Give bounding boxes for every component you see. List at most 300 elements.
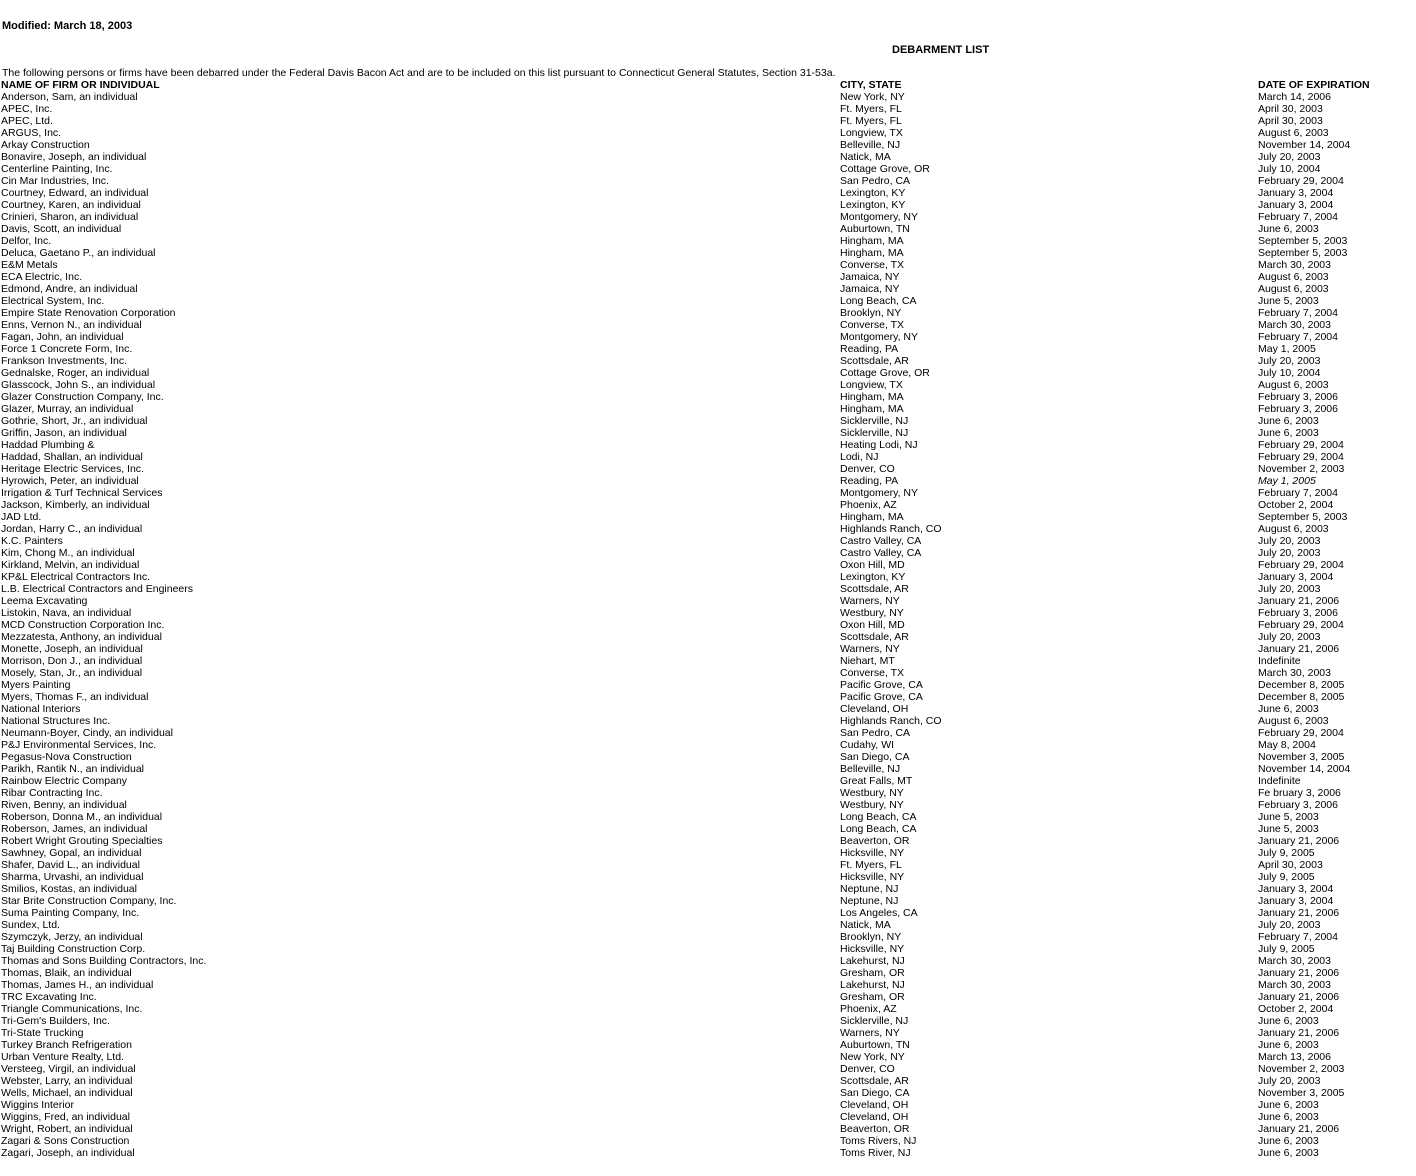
expiration-date-cell: March 13, 2006: [1258, 1051, 1331, 1063]
city-state-cell: Belleville, NJ: [840, 139, 901, 151]
expiration-date-cell: January 3, 2004: [1258, 883, 1334, 895]
city-state-cell: Hicksville, NY: [840, 871, 905, 883]
table-row: [0, 715, 1400, 727]
city-state-cell: Gresham, OR: [840, 967, 905, 979]
table-row: [0, 319, 1400, 331]
table-row: [0, 1087, 1400, 1099]
city-state-cell: Oxon Hill, MD: [840, 619, 905, 631]
firm-name-cell: Neumann-Boyer, Cindy, an individual: [1, 727, 173, 739]
table-row: [0, 199, 1400, 211]
firm-name-cell: Monette, Joseph, an individual: [1, 643, 143, 655]
firm-name-cell: Pegasus-Nova Construction: [1, 751, 132, 763]
debarment-table: [0, 79, 1400, 1159]
table-row: [0, 631, 1400, 643]
table-row: [0, 799, 1400, 811]
city-state-cell: Neptune, NJ: [840, 883, 899, 895]
table-header-row: [0, 79, 1400, 91]
city-state-cell: Phoenix, AZ: [840, 1003, 897, 1015]
table-row: [0, 163, 1400, 175]
expiration-date-cell: January 21, 2006: [1258, 1027, 1340, 1039]
city-state-cell: Montgomery, NY: [840, 331, 918, 343]
table-row: [0, 1003, 1400, 1015]
city-state-cell: Ft. Myers, FL: [840, 115, 902, 127]
expiration-date-cell: August 6, 2003: [1258, 379, 1329, 391]
city-state-cell: Lakehurst, NJ: [840, 955, 905, 967]
table-row: [0, 343, 1400, 355]
expiration-date-cell: August 6, 2003: [1258, 283, 1329, 295]
city-state-cell: Auburtown, TN: [840, 1039, 910, 1051]
expiration-date-cell: June 6, 2003: [1258, 1111, 1319, 1123]
expiration-date-cell: June 6, 2003: [1258, 1135, 1319, 1147]
firm-name-cell: Wright, Robert, an individual: [1, 1123, 133, 1135]
firm-name-cell: Thomas and Sons Building Contractors, Inc.: [1, 955, 207, 967]
city-state-cell: Westbury, NY: [840, 787, 904, 799]
firm-name-cell: Wiggins, Fred, an individual: [1, 1111, 130, 1123]
firm-name-cell: Force 1 Concrete Form, Inc.: [1, 343, 133, 355]
firm-name-cell: Webster, Larry, an individual: [1, 1075, 133, 1087]
table-row: [0, 475, 1400, 487]
city-state-cell: San Pedro, CA: [840, 727, 911, 739]
firm-name-cell: Heritage Electric Services, Inc.: [1, 463, 144, 475]
table-row: [0, 811, 1400, 823]
expiration-date-cell: June 6, 2003: [1258, 1099, 1319, 1111]
table-row: [0, 1051, 1400, 1063]
firm-name-cell: Bonavire, Joseph, an individual: [1, 151, 147, 163]
table-row: [0, 751, 1400, 763]
expiration-date-cell: March 30, 2003: [1258, 955, 1331, 967]
city-state-cell: New York, NY: [840, 91, 905, 103]
firm-name-cell: Myers, Thomas F., an individual: [1, 691, 149, 703]
city-state-cell: Longview, TX: [840, 127, 903, 139]
city-state-cell: Hicksville, NY: [840, 847, 905, 859]
firm-name-cell: Kim, Chong M., an individual: [1, 547, 135, 559]
city-state-cell: Converse, TX: [840, 319, 904, 331]
firm-name-cell: Glasscock, John S., an individual: [1, 379, 156, 391]
expiration-date-cell: July 20, 2003: [1258, 919, 1321, 931]
city-state-cell: Converse, TX: [840, 259, 904, 271]
table-row: [0, 511, 1400, 523]
firm-name-cell: Riven, Benny, an individual: [1, 799, 127, 811]
expiration-date-cell: February 7, 2004: [1258, 307, 1338, 319]
city-state-cell: Toms Rivers, NJ: [840, 1135, 917, 1147]
expiration-date-cell: February 7, 2004: [1258, 331, 1338, 343]
table-row: [0, 115, 1400, 127]
city-state-cell: Heating Lodi, NJ: [840, 439, 918, 451]
expiration-date-cell: June 6, 2003: [1258, 427, 1319, 439]
expiration-date-cell: May 1, 2005: [1258, 343, 1316, 355]
expiration-date-cell: January 3, 2004: [1258, 199, 1334, 211]
table-row: [0, 787, 1400, 799]
expiration-date-cell: November 2, 2003: [1258, 463, 1345, 475]
expiration-date-cell: Indefinite: [1258, 655, 1301, 667]
city-state-cell: Denver, CO: [840, 463, 895, 475]
city-state-cell: Ft. Myers, FL: [840, 859, 902, 871]
city-state-cell: Hingham, MA: [840, 247, 904, 259]
expiration-date-cell: January 21, 2006: [1258, 595, 1340, 607]
firm-name-cell: Courtney, Karen, an individual: [1, 199, 141, 211]
city-state-cell: Natick, MA: [840, 151, 891, 163]
table-row: [0, 835, 1400, 847]
table-row: [0, 967, 1400, 979]
firm-name-cell: Arkay Construction: [1, 139, 90, 151]
expiration-date-cell: May 8, 2004: [1258, 739, 1316, 751]
expiration-date-cell: July 9, 2005: [1258, 847, 1315, 859]
city-state-cell: Westbury, NY: [840, 799, 904, 811]
expiration-date-cell: November 14, 2004: [1258, 763, 1351, 775]
table-row: [0, 295, 1400, 307]
firm-name-cell: Sawhney, Gopal, an individual: [1, 847, 142, 859]
firm-name-cell: Haddad Plumbing &: [1, 439, 95, 451]
expiration-date-cell: February 29, 2004: [1258, 451, 1344, 463]
expiration-date-cell: July 20, 2003: [1258, 535, 1321, 547]
expiration-date-cell: November 14, 2004: [1258, 139, 1351, 151]
city-state-cell: Castro Valley, CA: [840, 535, 922, 547]
expiration-date-cell: December 8, 2005: [1258, 679, 1345, 691]
firm-name-cell: Jordan, Harry C., an individual: [1, 523, 143, 535]
table-row: [0, 223, 1400, 235]
firm-name-cell: APEC, Ltd.: [1, 115, 53, 127]
expiration-date-cell: November 3, 2005: [1258, 1087, 1345, 1099]
expiration-date-cell: January 21, 2006: [1258, 991, 1340, 1003]
firm-name-cell: Myers Painting: [1, 679, 71, 691]
expiration-date-cell: January 3, 2004: [1258, 895, 1334, 907]
firm-name-cell: JAD Ltd.: [1, 511, 42, 523]
document-title: DEBARMENT LIST: [892, 44, 990, 56]
firm-name-cell: Haddad, Shallan, an individual: [1, 451, 143, 463]
firm-name-cell: Gothrie, Short, Jr., an individual: [1, 415, 148, 427]
table-row: [0, 1015, 1400, 1027]
firm-name-cell: Versteeg, Virgil, an individual: [1, 1063, 136, 1075]
table-row: [0, 271, 1400, 283]
city-state-cell: Hingham, MA: [840, 403, 904, 415]
city-state-cell: Highlands Ranch, CO: [840, 523, 942, 535]
firm-name-cell: TRC Excavating Inc.: [1, 991, 97, 1003]
city-state-cell: Oxon Hill, MD: [840, 559, 905, 571]
expiration-date-cell: June 6, 2003: [1258, 1039, 1319, 1051]
table-row: [0, 871, 1400, 883]
firm-name-cell: Morrison, Don J., an individual: [1, 655, 143, 667]
city-state-cell: Cleveland, OH: [840, 1111, 909, 1123]
firm-name-cell: Tri-State Trucking: [1, 1027, 84, 1039]
firm-name-cell: Leema Excavating: [1, 595, 88, 607]
firm-name-cell: K.C. Painters: [1, 535, 63, 547]
expiration-date-cell: September 5, 2003: [1258, 511, 1348, 523]
firm-name-cell: Glazer, Murray, an individual: [1, 403, 134, 415]
table-row: [0, 619, 1400, 631]
table-row: [0, 103, 1400, 115]
firm-name-cell: Star Brite Construction Company, Inc.: [1, 895, 177, 907]
firm-name-cell: Irrigation & Turf Technical Services: [1, 487, 163, 499]
firm-name-cell: Empire State Renovation Corporation: [1, 307, 176, 319]
firm-name-cell: E&M Metals: [1, 259, 58, 271]
city-state-cell: Warners, NY: [840, 643, 900, 655]
expiration-date-cell: February 7, 2004: [1258, 931, 1338, 943]
city-state-cell: Converse, TX: [840, 667, 904, 679]
expiration-date-cell: June 6, 2003: [1258, 1015, 1319, 1027]
intro-text: The following persons or firms have been debarred under the Federal Davis Bacon Act and are to be included on this list pursuant to Connecticut General Statutes, Section 31-53a.: [2, 67, 836, 79]
expiration-date-cell: June 6, 2003: [1258, 415, 1319, 427]
firm-name-cell: Delfor, Inc.: [1, 235, 52, 247]
city-state-cell: San Diego, CA: [840, 751, 910, 763]
table-row: [0, 283, 1400, 295]
city-state-cell: Pacific Grove, CA: [840, 691, 923, 703]
expiration-date-cell: May 1, 2005: [1258, 475, 1316, 487]
city-state-cell: Westbury, NY: [840, 607, 904, 619]
city-state-cell: Neptune, NJ: [840, 895, 899, 907]
firm-name-cell: APEC, Inc.: [1, 103, 53, 115]
table-row: [0, 259, 1400, 271]
table-row: [0, 367, 1400, 379]
city-state-cell: Warners, NY: [840, 595, 900, 607]
expiration-date-cell: June 5, 2003: [1258, 295, 1319, 307]
city-state-cell: Denver, CO: [840, 1063, 895, 1075]
city-state-cell: Hingham, MA: [840, 511, 904, 523]
firm-name-cell: Gednalske, Roger, an individual: [1, 367, 150, 379]
column-header-expiration: DATE OF EXPIRATION: [1258, 79, 1370, 91]
city-state-cell: Belleville, NJ: [840, 763, 901, 775]
city-state-cell: Gresham, OR: [840, 991, 905, 1003]
city-state-cell: Beaverton, OR: [840, 1123, 910, 1135]
table-row: [0, 439, 1400, 451]
firm-name-cell: Triangle Communications, Inc.: [1, 1003, 143, 1015]
city-state-cell: Natick, MA: [840, 919, 891, 931]
expiration-date-cell: June 6, 2003: [1258, 1147, 1319, 1159]
firm-name-cell: Listokin, Nava, an individual: [1, 607, 132, 619]
expiration-date-cell: September 5, 2003: [1258, 235, 1348, 247]
column-header-city-state: CITY, STATE: [840, 79, 902, 91]
firm-name-cell: Sharma, Urvashi, an individual: [1, 871, 144, 883]
city-state-cell: Scottsdale, AR: [840, 355, 909, 367]
firm-name-cell: Tri-Gem's Builders, Inc.: [1, 1015, 110, 1027]
table-row: [0, 847, 1400, 859]
table-row: [0, 595, 1400, 607]
table-row: [0, 763, 1400, 775]
firm-name-cell: Centerline Painting, Inc.: [1, 163, 113, 175]
table-row: [0, 703, 1400, 715]
firm-name-cell: Sundex, Ltd.: [1, 919, 60, 931]
expiration-date-cell: July 10, 2004: [1258, 367, 1321, 379]
firm-name-cell: Zagari & Sons Construction: [1, 1135, 130, 1147]
city-state-cell: Hingham, MA: [840, 391, 904, 403]
expiration-date-cell: July 20, 2003: [1258, 547, 1321, 559]
firm-name-cell: Mosely, Stan, Jr., an individual: [1, 667, 143, 679]
expiration-date-cell: February 3, 2006: [1258, 607, 1338, 619]
table-row: [0, 955, 1400, 967]
table-row: [0, 403, 1400, 415]
firm-name-cell: Thomas, Blaik, an individual: [1, 967, 132, 979]
table-row: [0, 943, 1400, 955]
expiration-date-cell: February 3, 2006: [1258, 799, 1338, 811]
city-state-cell: Cudahy, WI: [840, 739, 895, 751]
firm-name-cell: Jackson, Kimberly, an individual: [1, 499, 150, 511]
expiration-date-cell: Fe bruary 3, 2006: [1258, 787, 1341, 799]
table-row: [0, 499, 1400, 511]
expiration-date-cell: June 6, 2003: [1258, 703, 1319, 715]
firm-name-cell: Suma Painting Company, Inc.: [1, 907, 140, 919]
firm-name-cell: Urban Venture Realty, Ltd.: [1, 1051, 124, 1063]
firm-name-cell: Cin Mar Industries, Inc.: [1, 175, 109, 187]
column-header-name: NAME OF FIRM OR INDIVIDUAL: [1, 79, 160, 91]
expiration-date-cell: February 3, 2006: [1258, 391, 1338, 403]
city-state-cell: Scottsdale, AR: [840, 1075, 909, 1087]
expiration-date-cell: December 8, 2005: [1258, 691, 1345, 703]
firm-name-cell: Kirkland, Melvin, an individual: [1, 559, 140, 571]
expiration-date-cell: February 29, 2004: [1258, 439, 1344, 451]
firm-name-cell: Szymczyk, Jerzy, an individual: [1, 931, 143, 943]
table-row: [0, 1039, 1400, 1051]
table-row: [0, 1135, 1400, 1147]
firm-name-cell: Deluca, Gaetano P., an individual: [1, 247, 156, 259]
firm-name-cell: Roberson, Donna M., an individual: [1, 811, 163, 823]
expiration-date-cell: November 2, 2003: [1258, 1063, 1345, 1075]
firm-name-cell: Edmond, Andre, an individual: [1, 283, 138, 295]
firm-name-cell: MCD Construction Corporation Inc.: [1, 619, 165, 631]
firm-name-cell: Robert Wright Grouting Specialties: [1, 835, 163, 847]
city-state-cell: Long Beach, CA: [840, 823, 917, 835]
expiration-date-cell: July 9, 2005: [1258, 871, 1315, 883]
table-row: [0, 643, 1400, 655]
table-row: [0, 823, 1400, 835]
firm-name-cell: Wells, Michael, an individual: [1, 1087, 133, 1099]
firm-name-cell: Electrical System, Inc.: [1, 295, 105, 307]
table-row: [0, 691, 1400, 703]
firm-name-cell: Smilios, Kostas, an individual: [1, 883, 137, 895]
expiration-date-cell: August 6, 2003: [1258, 127, 1329, 139]
expiration-date-cell: August 6, 2003: [1258, 523, 1329, 535]
expiration-date-cell: March 30, 2003: [1258, 667, 1331, 679]
firm-name-cell: Shafer, David L., an individual: [1, 859, 140, 871]
table-row: [0, 583, 1400, 595]
city-state-cell: Lexington, KY: [840, 187, 906, 199]
city-state-cell: Great Falls, MT: [840, 775, 913, 787]
table-row: [0, 139, 1400, 151]
expiration-date-cell: November 3, 2005: [1258, 751, 1345, 763]
city-state-cell: Sicklerville, NJ: [840, 427, 909, 439]
city-state-cell: Reading, PA: [840, 343, 899, 355]
table-row: [0, 559, 1400, 571]
table-row: [0, 739, 1400, 751]
table-row: [0, 535, 1400, 547]
expiration-date-cell: April 30, 2003: [1258, 859, 1323, 871]
city-state-cell: Lakehurst, NJ: [840, 979, 905, 991]
table-row: [0, 655, 1400, 667]
table-row: [0, 331, 1400, 343]
table-row: [0, 859, 1400, 871]
expiration-date-cell: July 20, 2003: [1258, 631, 1321, 643]
firm-name-cell: L.B. Electrical Contractors and Engineers: [1, 583, 194, 595]
modified-date: Modified: March 18, 2003: [2, 20, 133, 32]
expiration-date-cell: February 29, 2004: [1258, 175, 1344, 187]
city-state-cell: Scottsdale, AR: [840, 583, 909, 595]
expiration-date-cell: April 30, 2003: [1258, 103, 1323, 115]
firm-name-cell: Taj Building Construction Corp.: [1, 943, 146, 955]
expiration-date-cell: January 3, 2004: [1258, 571, 1334, 583]
expiration-date-cell: August 6, 2003: [1258, 271, 1329, 283]
firm-name-cell: Ribar Contracting Inc.: [1, 787, 103, 799]
city-state-cell: Warners, NY: [840, 1027, 900, 1039]
city-state-cell: Montgomery, NY: [840, 211, 918, 223]
expiration-date-cell: October 2, 2004: [1258, 1003, 1334, 1015]
expiration-date-cell: February 7, 2004: [1258, 211, 1338, 223]
expiration-date-cell: January 21, 2006: [1258, 643, 1340, 655]
city-state-cell: Longview, TX: [840, 379, 903, 391]
firm-name-cell: Hyrowich, Peter, an individual: [1, 475, 139, 487]
table-row: [0, 1123, 1400, 1135]
firm-name-cell: ARGUS, Inc.: [1, 127, 62, 139]
firm-name-cell: Enns, Vernon N., an individual: [1, 319, 142, 331]
city-state-cell: Cottage Grove, OR: [840, 367, 930, 379]
table-row: [0, 355, 1400, 367]
city-state-cell: Scottsdale, AR: [840, 631, 909, 643]
table-row: [0, 607, 1400, 619]
table-row: [0, 1099, 1400, 1111]
firm-name-cell: Turkey Branch Refrigeration: [1, 1039, 132, 1051]
table-row: [0, 931, 1400, 943]
table-row: [0, 1111, 1400, 1123]
firm-name-cell: Davis, Scott, an individual: [1, 223, 122, 235]
city-state-cell: Toms River, NJ: [840, 1147, 911, 1159]
expiration-date-cell: January 21, 2006: [1258, 1123, 1340, 1135]
table-row: [0, 211, 1400, 223]
table-row: [0, 235, 1400, 247]
city-state-cell: Hingham, MA: [840, 235, 904, 247]
expiration-date-cell: February 29, 2004: [1258, 619, 1344, 631]
city-state-cell: Sicklerville, NJ: [840, 1015, 909, 1027]
firm-name-cell: Fagan, John, an individual: [1, 331, 124, 343]
city-state-cell: Long Beach, CA: [840, 295, 917, 307]
table-row: [0, 727, 1400, 739]
table-row: [0, 391, 1400, 403]
city-state-cell: Cleveland, OH: [840, 1099, 909, 1111]
expiration-date-cell: January 21, 2006: [1258, 907, 1340, 919]
city-state-cell: Cottage Grove, OR: [840, 163, 930, 175]
expiration-date-cell: January 21, 2006: [1258, 967, 1340, 979]
table-row: [0, 679, 1400, 691]
expiration-date-cell: October 2, 2004: [1258, 499, 1334, 511]
table-row: [0, 247, 1400, 259]
table-row: [0, 91, 1400, 103]
expiration-date-cell: June 6, 2003: [1258, 223, 1319, 235]
table-row: [0, 895, 1400, 907]
firm-name-cell: Crinieri, Sharon, an individual: [1, 211, 139, 223]
city-state-cell: Lexington, KY: [840, 571, 906, 583]
table-row: [0, 523, 1400, 535]
table-row: [0, 415, 1400, 427]
firm-name-cell: Courtney, Edward, an individual: [1, 187, 149, 199]
expiration-date-cell: January 21, 2006: [1258, 835, 1340, 847]
city-state-cell: Auburtown, TN: [840, 223, 910, 235]
table-row: [0, 667, 1400, 679]
expiration-date-cell: January 3, 2004: [1258, 187, 1334, 199]
city-state-cell: Lodi, NJ: [840, 451, 879, 463]
city-state-cell: Brooklyn, NY: [840, 931, 902, 943]
table-row: [0, 919, 1400, 931]
expiration-date-cell: June 5, 2003: [1258, 811, 1319, 823]
table-row: [0, 379, 1400, 391]
city-state-cell: New York, NY: [840, 1051, 905, 1063]
table-body: [0, 91, 1400, 1159]
expiration-date-cell: September 5, 2003: [1258, 247, 1348, 259]
table-row: [0, 1075, 1400, 1087]
firm-name-cell: Wiggins Interior: [1, 1099, 74, 1111]
expiration-date-cell: June 5, 2003: [1258, 823, 1319, 835]
expiration-date-cell: July 9, 2005: [1258, 943, 1315, 955]
firm-name-cell: Frankson Investments, Inc.: [1, 355, 128, 367]
firm-name-cell: Zagari, Joseph, an individual: [1, 1147, 135, 1159]
city-state-cell: Beaverton, OR: [840, 835, 910, 847]
city-state-cell: San Diego, CA: [840, 1087, 910, 1099]
expiration-date-cell: July 20, 2003: [1258, 355, 1321, 367]
